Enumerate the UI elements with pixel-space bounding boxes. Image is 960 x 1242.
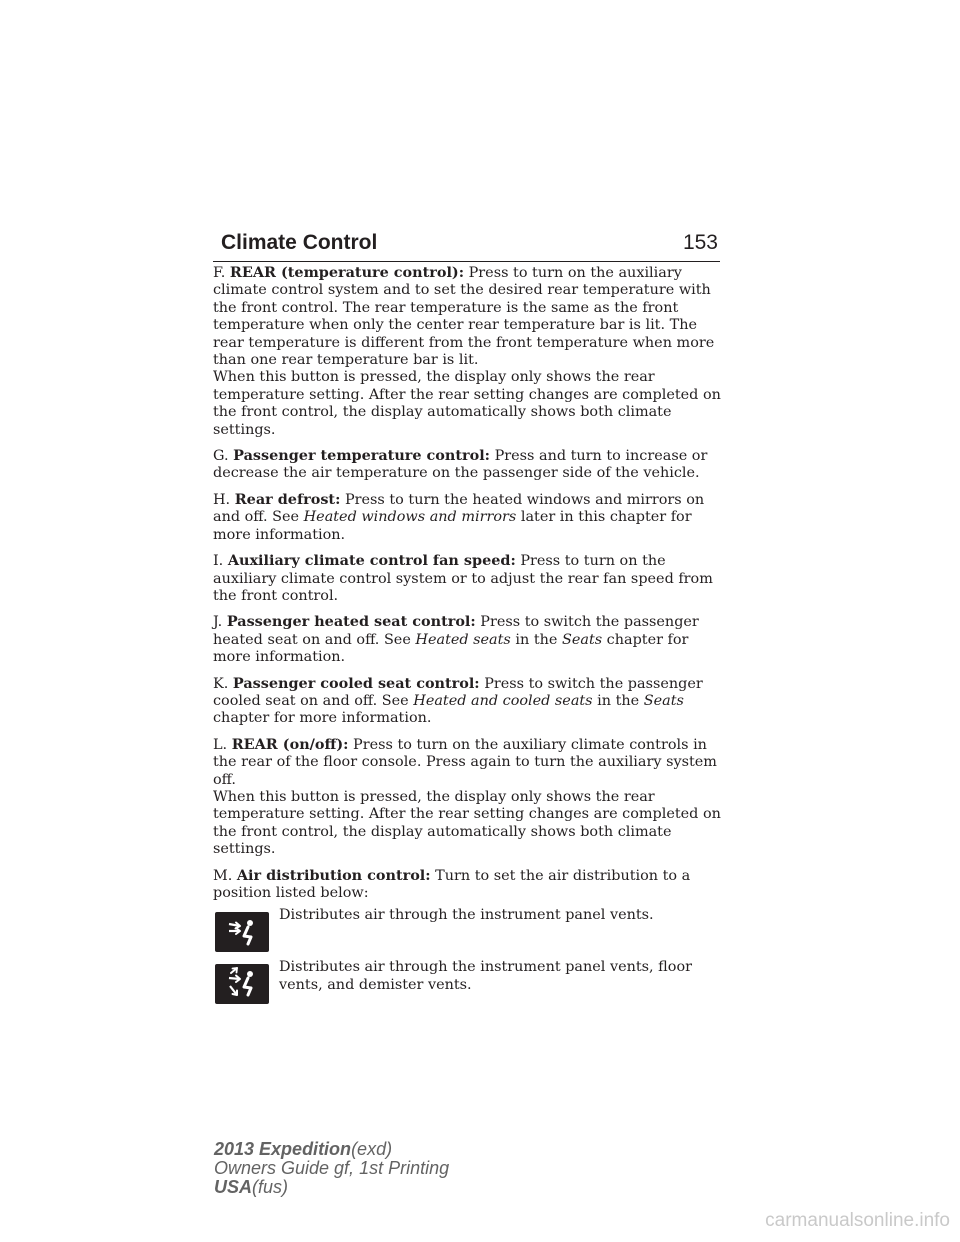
item-k: K. Passenger cooled seat control: Press to switch the passenger cooled seat on and off. See Heated and cooled seats in the Seats chapter for more information. — [213, 674, 703, 727]
item-f: F. REAR (temperature control): Press to turn on the auxiliary climate control system and to set the desired rear temperature with the front control. The rear temperature is the same as the front temperature when only the center rear temperature bar is lit. The rear temperature is different from the front temperature when more than one rear temperature bar is lit. — [213, 264, 715, 369]
item-k-heading: Passenger cooled seat control: — [232, 674, 480, 692]
item-g: G. Passenger temperature control: Press and turn to increase or decrease the air temperature on the passenger side of the vehicle. — [213, 447, 708, 482]
item-m-heading: Air distribution control: — [236, 866, 431, 884]
item-j-heading: Passenger heated seat control: — [226, 613, 476, 631]
icon-row-panel — [213, 907, 723, 951]
footer-line-1: 2013 Expedition(exd) — [214, 1139, 393, 1159]
item-h-heading: Rear defrost: — [234, 490, 341, 508]
cross-reference: Seats — [561, 631, 603, 648]
item-i: I. Auxiliary climate control fan speed: Press to turn on the auxiliary climate control system or to adjust the rear fan speed from the front control. — [213, 552, 713, 604]
document-footer — [214, 1140, 449, 1197]
cross-reference: Heated windows and mirrors — [303, 509, 517, 526]
icon-description: Distributes air through the instrument panel vents. — [279, 907, 654, 924]
item-f-heading: REAR (temperature control): — [229, 264, 465, 281]
icon-description: Distributes air through the instrument panel vents, floor vents, and demister vents. — [279, 959, 692, 993]
cross-reference: Heated and cooled seats — [413, 692, 593, 709]
item-f-extra: When this button is pressed, the display only shows the rear temperature setting. After the rear setting changes are completed on the front control, the display automatically shows both climate settings. — [213, 369, 721, 438]
item-m: M. Air distribution control: Turn to set the air distribution to a position listed below: — [213, 866, 691, 901]
cross-reference: Seats — [643, 692, 684, 709]
panel-floor-demister-icon — [215, 964, 269, 1004]
watermark: carmanualsonline.info — [765, 1210, 950, 1231]
item-l: L. REAR (on/off): Press to turn on the auxiliary climate controls in the rear of the floor console. Press again to turn the auxiliary system off. — [213, 735, 717, 788]
item-l-heading: REAR (on/off): — [231, 735, 349, 753]
cross-reference: Heated seats — [415, 631, 511, 648]
panel-vent-icon — [215, 912, 269, 952]
page-header — [213, 229, 720, 262]
icon-row-panel-floor-demister — [213, 959, 723, 1009]
item-h: H. Rear defrost: Press to turn the heated windows and mirrors on and off. See Heated windows and mirrors later in this chapter for more information. — [213, 490, 705, 543]
item-l-extra: When this button is pressed, the display only shows the rear temperature setting. After the rear setting changes are completed on the front control, the display automatically shows both climate settings. — [213, 788, 721, 858]
footer-line-2: Owners Guide gf, 1st Printing — [214, 1158, 450, 1178]
footer-line-3: USA(fus) — [214, 1177, 289, 1197]
page-content — [213, 264, 723, 1009]
chapter-title: Climate Control — [221, 231, 378, 254]
item-i-heading: Auxiliary climate control fan speed: — [227, 552, 516, 570]
page-number: 153 — [682, 231, 718, 254]
item-j: J. Passenger heated seat control: Press to switch the passenger heated seat on and off. See Heated seats in the Seats chapter for more information. — [213, 613, 699, 666]
item-g-heading: Passenger temperature control: — [233, 447, 490, 465]
